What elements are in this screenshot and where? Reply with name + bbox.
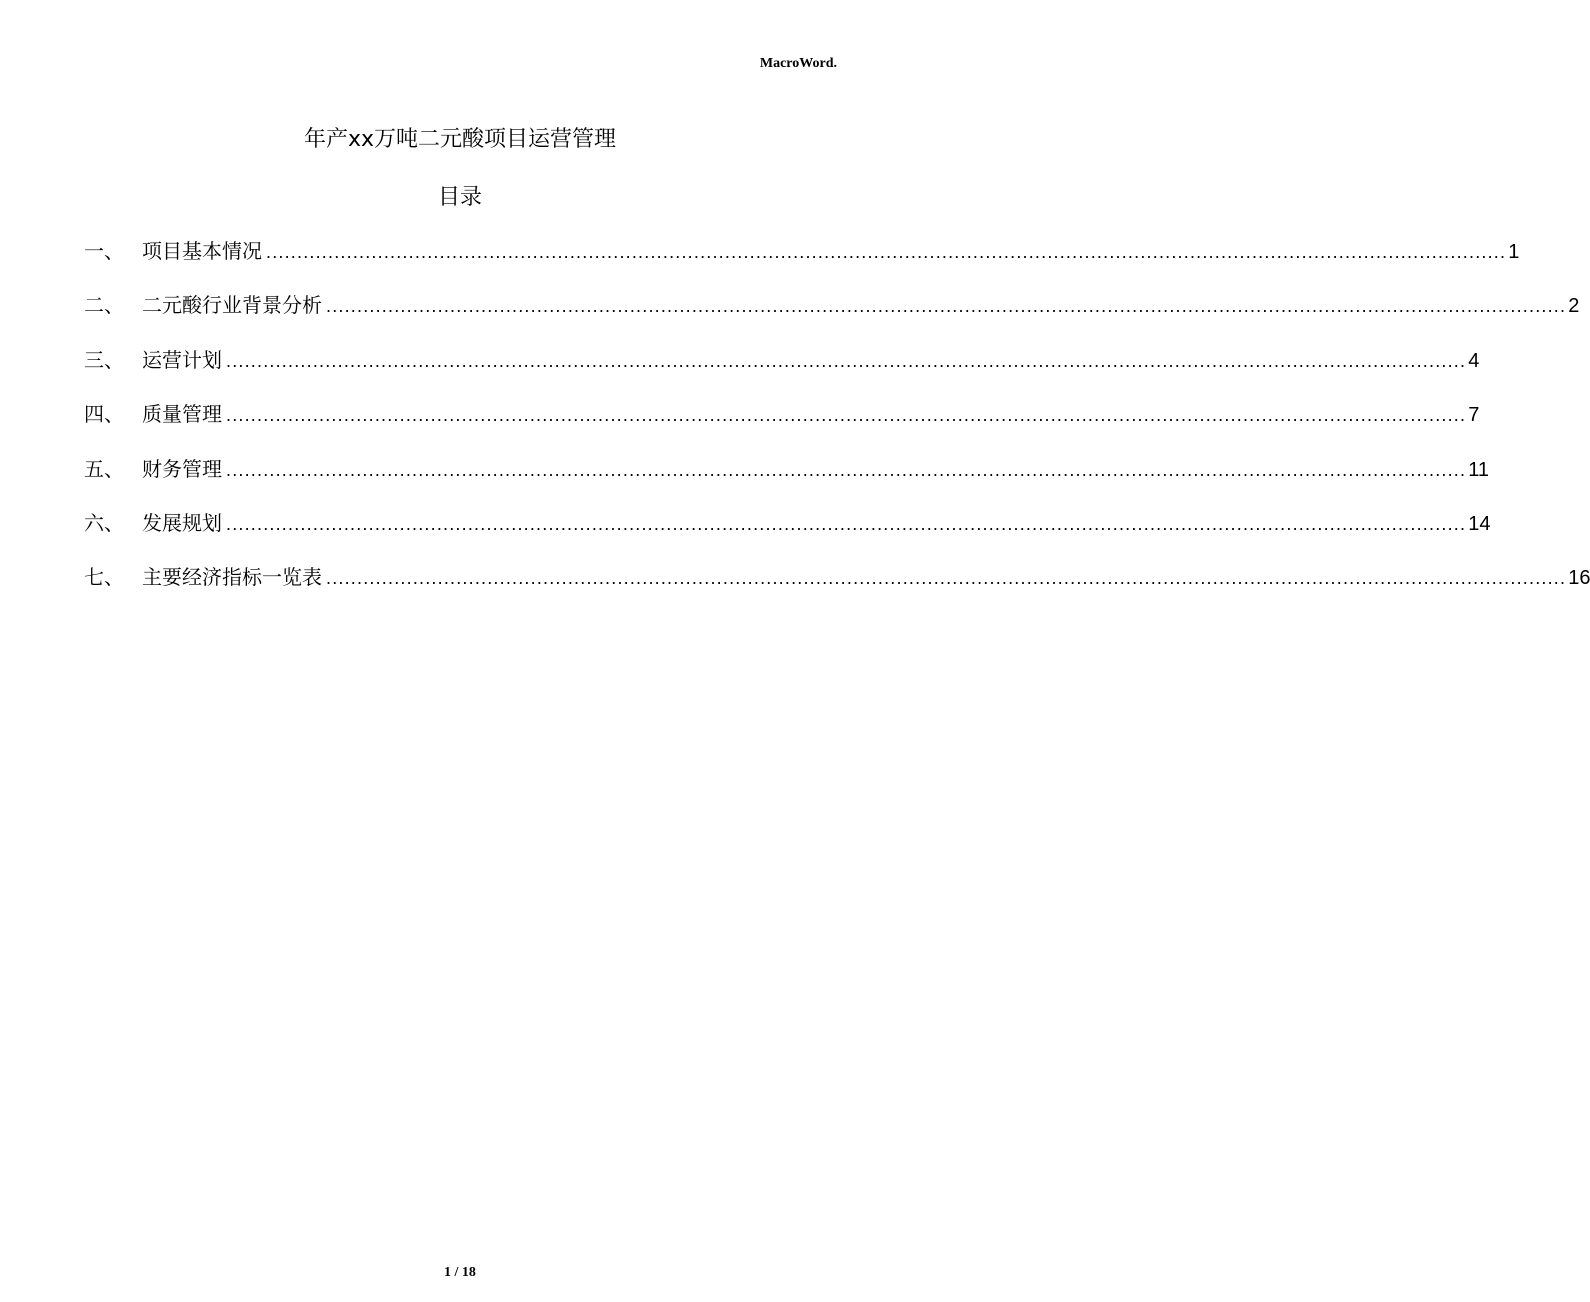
toc-entry-label: 主要经济指标一览表 — [142, 565, 322, 590]
toc-heading: 目录 — [437, 185, 482, 210]
dot-leader: ........................................................................................................................................................................................................ — [326, 296, 1567, 317]
dot-leader: ........................................................................................................................................................................................................ — [226, 405, 1467, 426]
toc-entry-page: 7 — [1468, 404, 1480, 427]
table-of-contents — [84, 236, 1590, 617]
toc-entry-page: 16 — [1568, 567, 1590, 590]
toc-entry-page: 2 — [1568, 295, 1580, 318]
page-indicator: 1 / 18 — [444, 1265, 476, 1280]
toc-entry-number: 三、 — [84, 347, 124, 372]
header-brand: MacroWord. — [759, 56, 837, 71]
toc-entry[interactable] — [84, 290, 1580, 344]
toc-entry[interactable] — [84, 454, 1489, 508]
toc-entry-label: 发展规划 — [142, 510, 222, 535]
toc-entry-number: 二、 — [84, 293, 124, 318]
dot-leader: ........................................................................................................................................................................................................ — [226, 513, 1467, 534]
dot-leader: ........................................................................................................................................................................................................ — [266, 242, 1507, 262]
dot-leader: ........................................................................................................................................................................................................ — [226, 350, 1467, 371]
toc-entry-label: 运营计划 — [142, 347, 222, 372]
toc-entry-number: 五、 — [84, 456, 124, 481]
document-title: 年产xx万吨二元酸项目运营管理 — [303, 127, 617, 152]
toc-entry[interactable] — [84, 399, 1480, 453]
toc-entry-number: 一、 — [84, 239, 124, 263]
toc-entry-page: 11 — [1468, 458, 1489, 481]
toc-entry-number: 四、 — [84, 402, 124, 427]
toc-entry-label: 项目基本情况 — [142, 239, 262, 263]
dot-leader: ........................................................................................................................................................................................................ — [226, 459, 1467, 480]
toc-entry-label: 质量管理 — [142, 402, 222, 427]
toc-entry-number: 七、 — [84, 565, 124, 590]
toc-entry-page: 4 — [1468, 349, 1480, 372]
toc-entry[interactable] — [84, 236, 1520, 290]
toc-entry[interactable] — [84, 562, 1590, 616]
dot-leader: ........................................................................................................................................................................................................ — [326, 568, 1567, 589]
toc-entry-label: 财务管理 — [142, 456, 222, 481]
toc-entry-page: 1 — [1508, 241, 1520, 263]
toc-entry-page: 14 — [1468, 512, 1491, 535]
toc-entry-label: 二元酸行业背景分析 — [142, 293, 322, 318]
toc-entry-number: 六、 — [84, 510, 124, 535]
toc-entry[interactable] — [84, 345, 1480, 399]
toc-entry[interactable] — [84, 508, 1491, 562]
